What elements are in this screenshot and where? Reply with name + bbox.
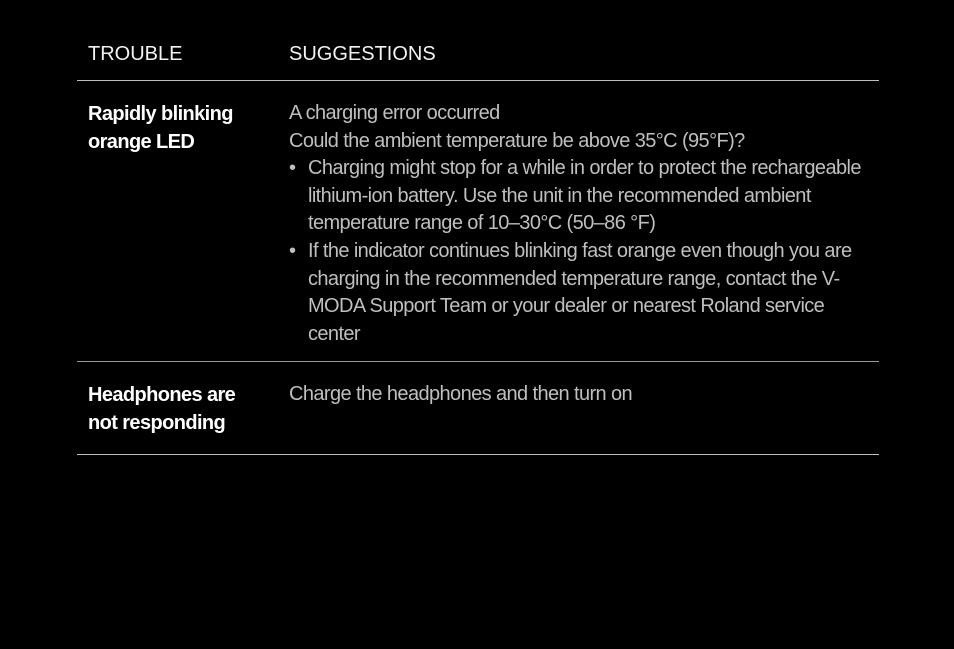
suggestions-cell [289,100,879,348]
suggestions-cell [289,381,879,437]
bullet-icon: • [289,157,296,180]
suggestion-bullet [289,238,879,348]
suggestion-line: Charge the headphones and then turn on [289,383,633,406]
trouble-cell: Headphones are not responding [88,384,236,435]
table-header-row [77,38,879,81]
table-row [77,362,879,455]
bullet-icon: • [289,239,296,262]
table-row [77,81,879,362]
bullet-text: Charging might stop for a while in order to protect the rechargeable lithium-ion battery. Use the unit in the recommended ambient temperature range of 10–30°C (50–86 °F) [308,157,861,235]
bullet-text: If the indicator continues blinking fast orange even though you are charging in the recommended temperature range, contact the V-MODA Support Team or your dealer or nearest Roland service center [308,239,852,345]
suggestion-bullet [289,155,879,238]
suggestion-line: A charging error occurred [289,102,500,124]
troubleshooting-table [77,38,879,455]
header-trouble: TROUBLE [88,43,183,65]
trouble-cell: Rapidly blinking orange LED [88,103,233,153]
header-suggestions: SUGGESTIONS [289,43,436,65]
suggestion-line: Could the ambient temperature be above 35°C (95°F)? [289,129,745,152]
